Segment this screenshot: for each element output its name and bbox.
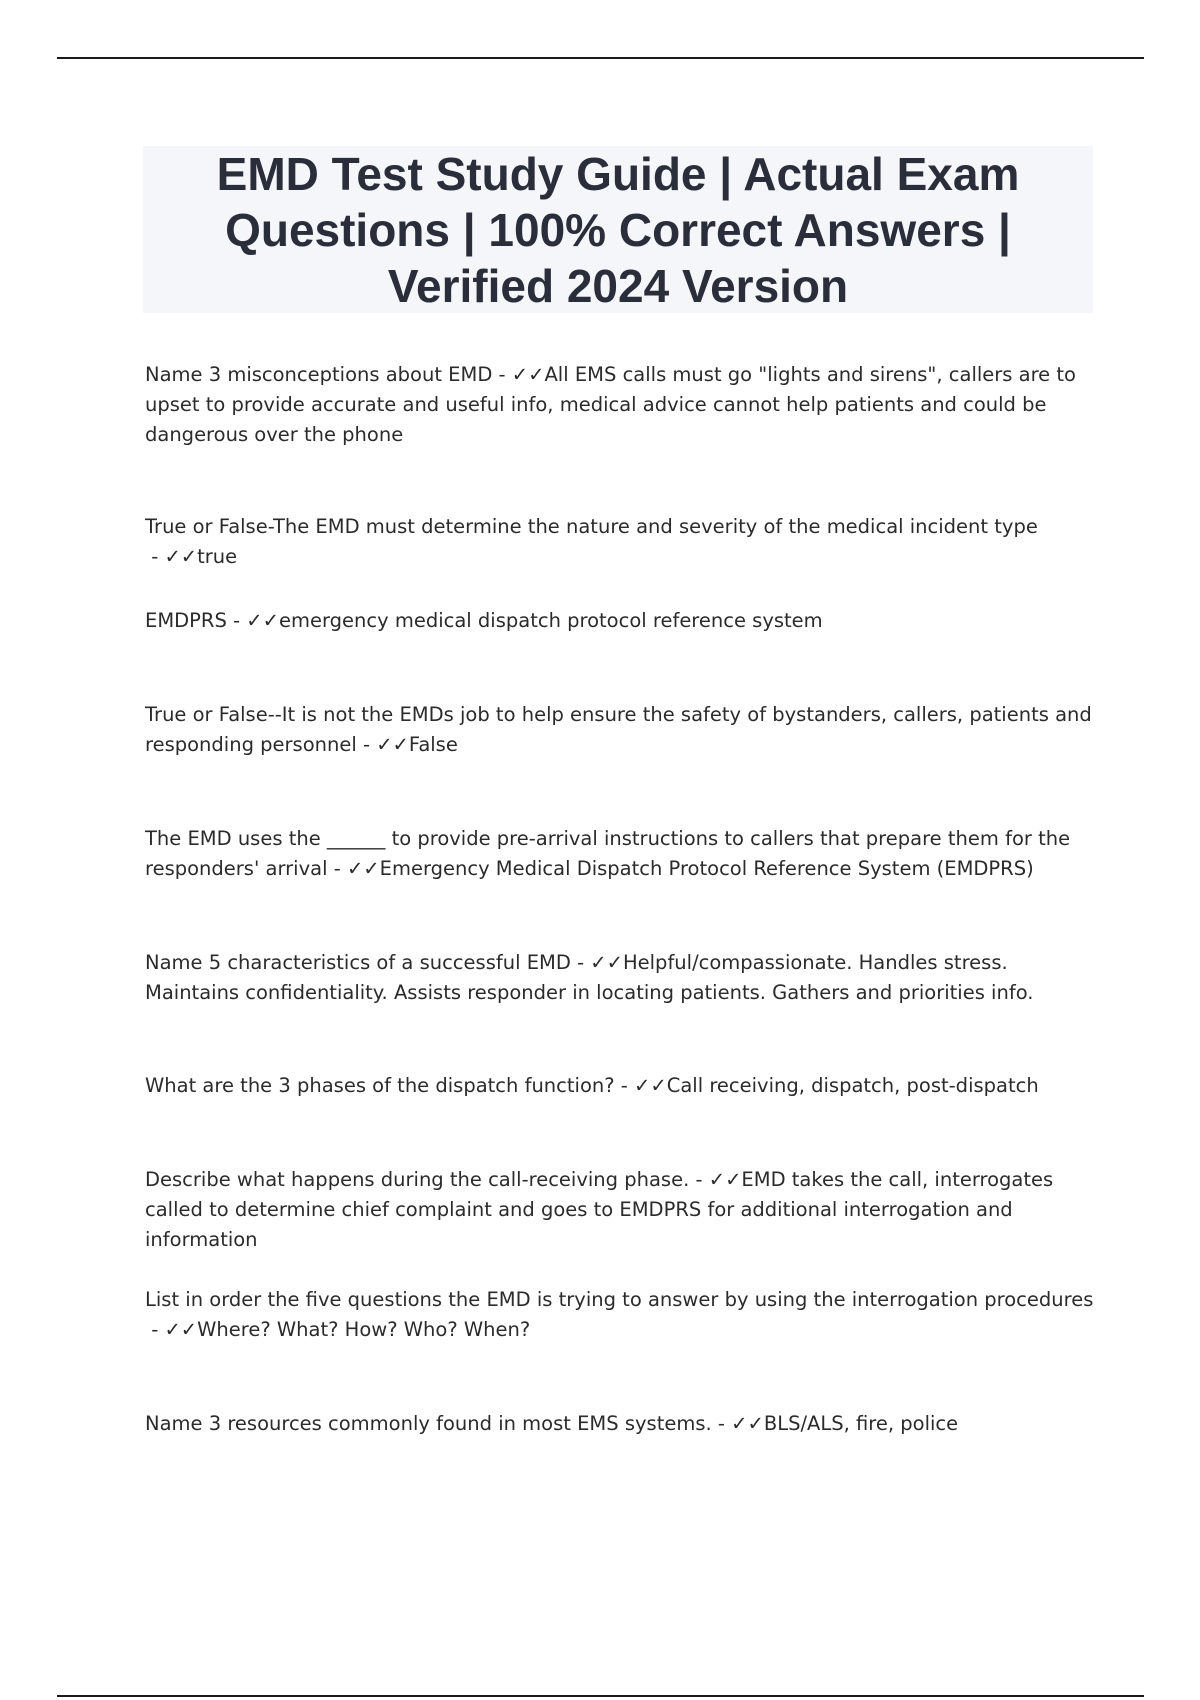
double-check-icon: ✓✓ — [164, 1318, 198, 1341]
double-check-icon: ✓✓ — [376, 733, 409, 756]
answer-text: Helpful/compassionate. Handles stress. Maintains confidentiality. Assists responder in locating patients. Gathers and priorities info. — [145, 951, 1034, 1004]
answer-text: Where? What? How? Who? When? — [197, 1318, 531, 1341]
qa-item — [145, 512, 1095, 572]
question-text: What are the 3 phases of the dispatch function? — [145, 1074, 615, 1097]
separator: - — [689, 1168, 709, 1191]
question-text: True or False-The EMD must determine the nature and severity of the medical incident type — [145, 515, 1038, 538]
question-text: Name 5 characteristics of a successful EMD — [145, 951, 571, 974]
separator: - — [327, 857, 347, 880]
answer-text: All EMS calls must go "lights and sirens", callers are to upset to provide accurate and useful info, medical advice cannot help patients and could be dangerous over the phone — [145, 363, 1076, 446]
qa-item — [145, 948, 1095, 1008]
qa-item — [145, 1071, 1095, 1101]
qa-item — [145, 1409, 1095, 1439]
answer-text: true — [197, 545, 238, 568]
double-check-icon: ✓✓ — [346, 857, 380, 880]
separator: - — [226, 609, 247, 632]
answer-text: Emergency Medical Dispatch Protocol Reference System (EMDPRS) — [379, 857, 1034, 880]
question-text: Describe what happens during the call-receiving phase. — [145, 1168, 690, 1191]
answer-text: Call receiving, dispatch, post-dispatch — [666, 1074, 1039, 1097]
answer-text: EMD takes the call, interrogates called to determine chief complaint and goes to EMDPRS for additional interrogation and information — [145, 1168, 1054, 1251]
double-check-icon: ✓✓ — [731, 1412, 764, 1435]
double-check-icon: ✓✓ — [634, 1074, 667, 1097]
document-title: EMD Test Study Guide | Actual Exam Questions | 100% Correct Answers | Verified 2024 Version — [216, 147, 1020, 312]
footer-rule — [57, 1695, 1144, 1697]
qa-item — [145, 360, 1095, 450]
title-banner — [143, 146, 1093, 313]
answer-text: BLS/ALS, fire, police — [763, 1412, 959, 1435]
question-text: Name 3 resources commonly found in most EMS systems. — [145, 1412, 712, 1435]
answer-text: False — [408, 733, 458, 756]
separator: - — [356, 733, 377, 756]
qa-item — [145, 1285, 1095, 1345]
double-check-icon: ✓✓ — [590, 951, 623, 974]
question-text: EMDPRS — [145, 609, 227, 632]
qa-item — [145, 606, 1095, 636]
question-text: List in order the five questions the EMD is trying to answer by using the interrogation procedures — [145, 1288, 1094, 1311]
double-check-icon: ✓✓ — [511, 363, 545, 386]
answer-text: emergency medical dispatch protocol reference system — [278, 609, 823, 632]
double-check-icon: ✓✓ — [246, 609, 279, 632]
separator: - — [492, 363, 512, 386]
question-text: The EMD uses the ______ to provide pre-arrival instructions to callers that prepare them for the responders' arrival — [145, 827, 1071, 880]
header-rule — [57, 57, 1144, 59]
separator: - — [711, 1412, 732, 1435]
separator: - — [145, 1318, 165, 1341]
question-text: True or False--It is not the EMDs job to help ensure the safety of bystanders, callers, patients and responding personnel — [145, 703, 1092, 756]
qa-item — [145, 700, 1095, 760]
qa-item — [145, 1165, 1095, 1255]
double-check-icon: ✓✓ — [164, 545, 198, 568]
qa-item — [145, 824, 1095, 884]
separator: - — [570, 951, 591, 974]
double-check-icon: ✓✓ — [708, 1168, 742, 1191]
separator: - — [145, 545, 165, 568]
question-text: Name 3 misconceptions about EMD — [145, 363, 493, 386]
separator: - — [614, 1074, 635, 1097]
